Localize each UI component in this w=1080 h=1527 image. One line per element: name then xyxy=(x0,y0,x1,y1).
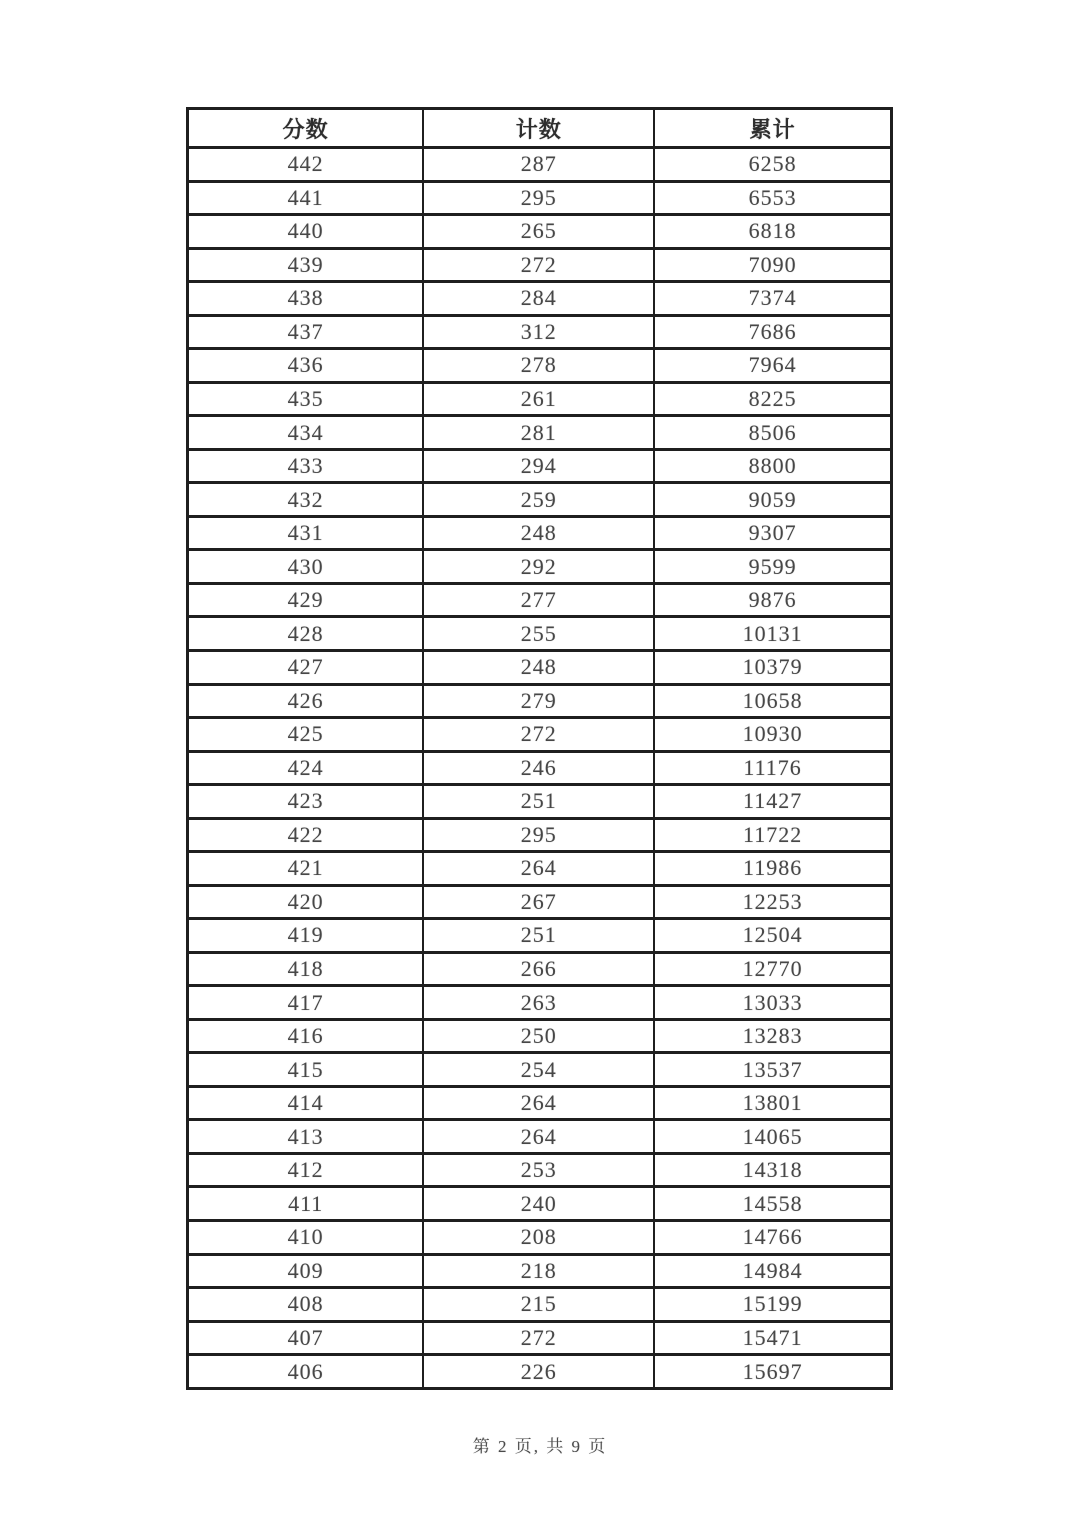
cumulative-cell: 15471 xyxy=(654,1321,891,1355)
table-row xyxy=(188,684,892,718)
cumulative-cell: 8800 xyxy=(654,449,891,483)
table-row xyxy=(188,282,892,316)
cumulative-cell: 11986 xyxy=(654,852,891,886)
score-cell: 437 xyxy=(188,315,424,349)
score-cell: 408 xyxy=(188,1288,424,1322)
cumulative-cell: 9307 xyxy=(654,516,891,550)
cumulative-cell: 10658 xyxy=(654,684,891,718)
score-cell: 411 xyxy=(188,1187,424,1221)
table-row xyxy=(188,919,892,953)
table-row xyxy=(188,449,892,483)
score-cell: 435 xyxy=(188,382,424,416)
count-cell: 259 xyxy=(423,483,654,517)
table-row xyxy=(188,852,892,886)
score-cell: 419 xyxy=(188,919,424,953)
table-row xyxy=(188,650,892,684)
count-cell: 255 xyxy=(423,617,654,651)
table-row xyxy=(188,583,892,617)
score-cell: 426 xyxy=(188,684,424,718)
table-row xyxy=(188,1086,892,1120)
score-cell: 409 xyxy=(188,1254,424,1288)
score-cell: 429 xyxy=(188,583,424,617)
cumulative-cell: 10131 xyxy=(654,617,891,651)
score-cell: 418 xyxy=(188,952,424,986)
table-row xyxy=(188,1053,892,1087)
cumulative-cell: 14984 xyxy=(654,1254,891,1288)
score-cell: 422 xyxy=(188,818,424,852)
cumulative-cell: 6258 xyxy=(654,148,891,182)
table-row xyxy=(188,483,892,517)
cumulative-cell: 12770 xyxy=(654,952,891,986)
count-cell: 294 xyxy=(423,449,654,483)
count-cell: 272 xyxy=(423,248,654,282)
count-cell: 253 xyxy=(423,1153,654,1187)
count-cell: 264 xyxy=(423,1120,654,1154)
count-cell: 278 xyxy=(423,349,654,383)
score-cell: 425 xyxy=(188,718,424,752)
column-header-cumulative: 累计 xyxy=(654,109,891,148)
table-row xyxy=(188,1355,892,1389)
count-cell: 248 xyxy=(423,516,654,550)
count-cell: 267 xyxy=(423,885,654,919)
count-cell: 226 xyxy=(423,1355,654,1389)
cumulative-cell: 15199 xyxy=(654,1288,891,1322)
score-cell: 420 xyxy=(188,885,424,919)
cumulative-cell: 6818 xyxy=(654,215,891,249)
cumulative-cell: 9876 xyxy=(654,583,891,617)
count-cell: 218 xyxy=(423,1254,654,1288)
table-row xyxy=(188,1153,892,1187)
count-cell: 272 xyxy=(423,718,654,752)
table-row xyxy=(188,617,892,651)
table-row xyxy=(188,382,892,416)
table-row xyxy=(188,1187,892,1221)
table-row xyxy=(188,952,892,986)
score-cell: 424 xyxy=(188,751,424,785)
count-cell: 264 xyxy=(423,852,654,886)
cumulative-cell: 11427 xyxy=(654,785,891,819)
score-cell: 438 xyxy=(188,282,424,316)
page-number-indicator: 第 2 页, 共 9 页 xyxy=(472,1437,608,1456)
count-cell: 240 xyxy=(423,1187,654,1221)
table-row xyxy=(188,785,892,819)
score-cell: 407 xyxy=(188,1321,424,1355)
count-cell: 248 xyxy=(423,650,654,684)
table-row xyxy=(188,148,892,182)
score-cell: 417 xyxy=(188,986,424,1020)
score-cell: 440 xyxy=(188,215,424,249)
cumulative-cell: 13801 xyxy=(654,1086,891,1120)
score-cell: 434 xyxy=(188,416,424,450)
table-row xyxy=(188,248,892,282)
count-cell: 208 xyxy=(423,1221,654,1255)
table-row xyxy=(188,718,892,752)
count-cell: 261 xyxy=(423,382,654,416)
cumulative-cell: 7964 xyxy=(654,349,891,383)
score-cell: 428 xyxy=(188,617,424,651)
count-cell: 295 xyxy=(423,181,654,215)
cumulative-cell: 8506 xyxy=(654,416,891,450)
table-row xyxy=(188,1019,892,1053)
score-cell: 433 xyxy=(188,449,424,483)
table-row xyxy=(188,1120,892,1154)
table-row xyxy=(188,1321,892,1355)
count-cell: 251 xyxy=(423,785,654,819)
table-row xyxy=(188,818,892,852)
score-cell: 412 xyxy=(188,1153,424,1187)
cumulative-cell: 7686 xyxy=(654,315,891,349)
cumulative-cell: 13283 xyxy=(654,1019,891,1053)
count-cell: 295 xyxy=(423,818,654,852)
score-cell: 427 xyxy=(188,650,424,684)
cumulative-cell: 9599 xyxy=(654,550,891,584)
cumulative-cell: 10930 xyxy=(654,718,891,752)
cumulative-cell: 11722 xyxy=(654,818,891,852)
table-row xyxy=(188,215,892,249)
count-cell: 284 xyxy=(423,282,654,316)
count-cell: 215 xyxy=(423,1288,654,1322)
table-row xyxy=(188,1254,892,1288)
table-row xyxy=(188,1221,892,1255)
cumulative-cell: 7374 xyxy=(654,282,891,316)
cumulative-cell: 10379 xyxy=(654,650,891,684)
score-cell: 430 xyxy=(188,550,424,584)
table-row xyxy=(188,181,892,215)
score-cell: 410 xyxy=(188,1221,424,1255)
count-cell: 265 xyxy=(423,215,654,249)
cumulative-cell: 15697 xyxy=(654,1355,891,1389)
count-cell: 272 xyxy=(423,1321,654,1355)
table-row xyxy=(188,550,892,584)
column-header-count: 计数 xyxy=(423,109,654,148)
count-cell: 287 xyxy=(423,148,654,182)
score-cell: 414 xyxy=(188,1086,424,1120)
score-cell: 441 xyxy=(188,181,424,215)
count-cell: 251 xyxy=(423,919,654,953)
score-cell: 423 xyxy=(188,785,424,819)
score-cell: 406 xyxy=(188,1355,424,1389)
score-cell: 421 xyxy=(188,852,424,886)
cumulative-cell: 14318 xyxy=(654,1153,891,1187)
cumulative-cell: 8225 xyxy=(654,382,891,416)
table-header-row xyxy=(188,109,892,148)
cumulative-cell: 6553 xyxy=(654,181,891,215)
score-cell: 431 xyxy=(188,516,424,550)
count-cell: 246 xyxy=(423,751,654,785)
count-cell: 292 xyxy=(423,550,654,584)
table-row xyxy=(188,349,892,383)
score-distribution-table xyxy=(186,107,893,1390)
count-cell: 279 xyxy=(423,684,654,718)
table-row xyxy=(188,1288,892,1322)
cumulative-cell: 12504 xyxy=(654,919,891,953)
score-cell: 432 xyxy=(188,483,424,517)
cumulative-cell: 11176 xyxy=(654,751,891,785)
table-row xyxy=(188,986,892,1020)
table-row xyxy=(188,751,892,785)
count-cell: 281 xyxy=(423,416,654,450)
count-cell: 250 xyxy=(423,1019,654,1053)
cumulative-cell: 13537 xyxy=(654,1053,891,1087)
score-cell: 439 xyxy=(188,248,424,282)
count-cell: 254 xyxy=(423,1053,654,1087)
cumulative-cell: 14766 xyxy=(654,1221,891,1255)
count-cell: 266 xyxy=(423,952,654,986)
column-header-score: 分数 xyxy=(188,109,424,148)
cumulative-cell: 7090 xyxy=(654,248,891,282)
table-row xyxy=(188,516,892,550)
count-cell: 312 xyxy=(423,315,654,349)
score-cell: 442 xyxy=(188,148,424,182)
score-cell: 413 xyxy=(188,1120,424,1154)
score-table-body xyxy=(188,148,892,1389)
table-row xyxy=(188,416,892,450)
cumulative-cell: 14558 xyxy=(654,1187,891,1221)
score-cell: 415 xyxy=(188,1053,424,1087)
cumulative-cell: 12253 xyxy=(654,885,891,919)
count-cell: 277 xyxy=(423,583,654,617)
count-cell: 264 xyxy=(423,1086,654,1120)
score-cell: 416 xyxy=(188,1019,424,1053)
score-cell: 436 xyxy=(188,349,424,383)
cumulative-cell: 14065 xyxy=(654,1120,891,1154)
table-row xyxy=(188,315,892,349)
cumulative-cell: 9059 xyxy=(654,483,891,517)
count-cell: 263 xyxy=(423,986,654,1020)
cumulative-cell: 13033 xyxy=(654,986,891,1020)
table-row xyxy=(188,885,892,919)
